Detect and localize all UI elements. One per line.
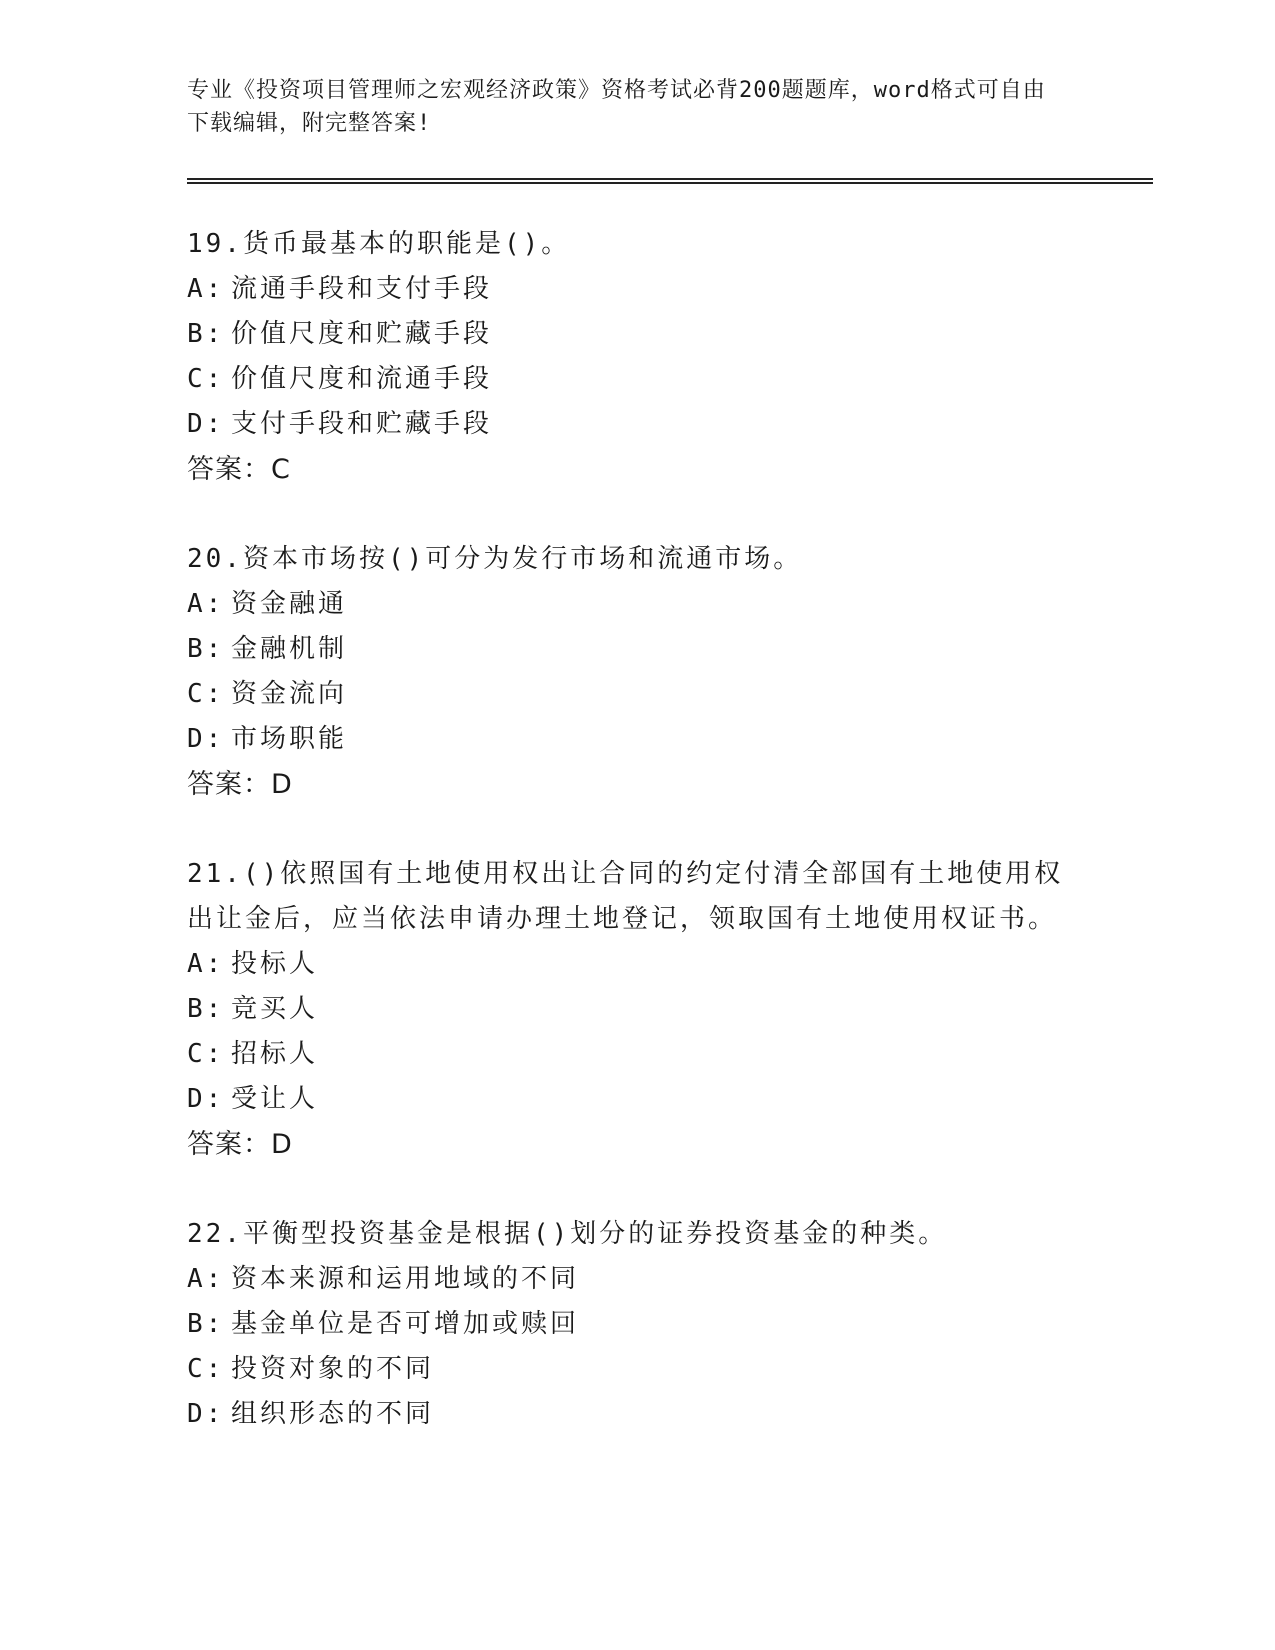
option-text: 招标人 [231,1039,319,1069]
option-letter: C: [187,679,225,709]
option-letter: D: [187,1399,225,1429]
question-19 [187,222,1087,492]
option-letter: C: [187,364,225,394]
option-text: 支付手段和贮藏手段 [231,409,493,439]
option-text: 资金流向 [231,679,348,709]
option-b [187,627,1087,672]
option-a [187,942,1087,987]
option-c [187,1347,1087,1392]
option-letter: D: [187,1084,225,1114]
option-c [187,357,1087,402]
option-letter: A: [187,949,225,979]
option-text: 投资对象的不同 [231,1354,435,1384]
option-letter: A: [187,589,225,619]
question-21 [187,852,1087,1167]
option-d [187,1392,1087,1437]
option-text: 价值尺度和流通手段 [231,364,493,394]
option-letter: D: [187,409,225,439]
option-letter: B: [187,994,225,1024]
question-stem: 20.资本市场按()可分为发行市场和流通市场。 [187,544,803,574]
option-d [187,402,1087,447]
option-b [187,1302,1087,1347]
option-text: 组织形态的不同 [231,1399,435,1429]
option-text: 投标人 [231,949,319,979]
option-a [187,582,1087,627]
option-letter: A: [187,274,225,304]
option-c [187,1032,1087,1077]
option-text: 资金融通 [231,589,348,619]
question-20 [187,537,1087,807]
option-b [187,312,1087,357]
option-c [187,672,1087,717]
option-text: 竞买人 [231,994,319,1024]
option-letter: B: [187,319,225,349]
document-title: 专业《投资项目管理师之宏观经济政策》资格考试必背200题题库，word格式可自由下载编辑，附完整答案! [187,78,1046,136]
option-letter: D: [187,724,225,754]
option-letter: A: [187,1264,225,1294]
question-stem: 22.平衡型投资基金是根据()划分的证券投资基金的种类。 [187,1219,948,1249]
option-text: 价值尺度和贮藏手段 [231,319,493,349]
option-text: 流通手段和支付手段 [231,274,493,304]
question-22 [187,1212,1087,1437]
option-text: 受让人 [231,1084,319,1114]
option-letter: B: [187,634,225,664]
answer-line: 答案：D [187,769,293,800]
option-d [187,1077,1087,1122]
option-text: 基金单位是否可增加或赎回 [231,1309,580,1339]
answer-line: 答案：C [187,454,291,485]
header-divider [187,178,1153,184]
option-text: 资本来源和运用地域的不同 [231,1264,580,1294]
option-a [187,267,1087,312]
question-stem: 21.()依照国有土地使用权出让合同的约定付清全部国有土地使用权出让金后，应当依法申请办理土地登记，领取国有土地使用权证书。 [187,859,1064,934]
option-letter: B: [187,1309,225,1339]
answer-line: 答案：D [187,1129,293,1160]
option-a [187,1257,1087,1302]
option-letter: C: [187,1039,225,1069]
option-b [187,987,1087,1032]
option-text: 市场职能 [231,724,348,754]
option-letter: C: [187,1354,225,1384]
option-d [187,717,1087,762]
question-stem: 19.货币最基本的职能是()。 [187,229,571,259]
option-text: 金融机制 [231,634,348,664]
